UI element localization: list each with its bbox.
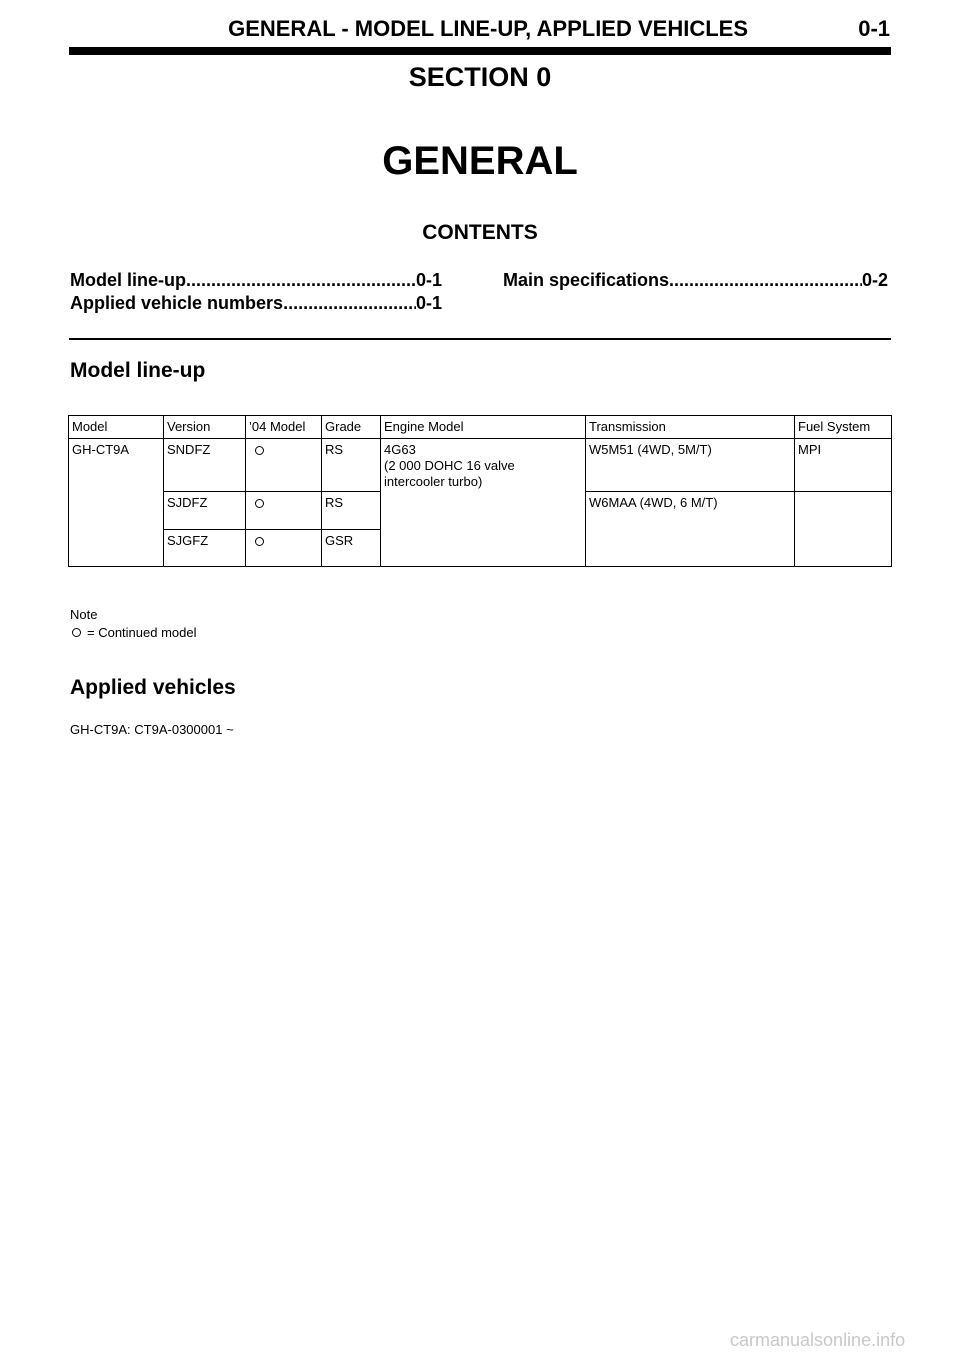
- version-cell: SNDFZ: [164, 439, 246, 492]
- toc-entry-label: Main specifications: [503, 270, 670, 290]
- engine-model-cell: [381, 439, 586, 567]
- engine-model-line: (2 000 DOHC 16 valve: [384, 458, 515, 473]
- section-title: SECTION 0: [408, 62, 552, 92]
- continued-model-cell: [246, 492, 322, 530]
- continued-model-icon: [255, 537, 264, 546]
- toc-entry-label: Model line-up: [70, 270, 186, 290]
- table-row: [69, 439, 892, 492]
- model-line-up-table: [68, 415, 892, 567]
- version-cell: SJDFZ: [164, 492, 246, 530]
- note-legend: [70, 625, 197, 640]
- page-header-title: GENERAL - MODEL LINE-UP, APPLIED VEHICLES: [228, 16, 748, 41]
- engine-model-line: 4G63: [384, 442, 416, 457]
- column-header: Grade: [322, 416, 381, 439]
- header-rule: [69, 47, 891, 55]
- toc-entry-page: 0-2: [861, 270, 888, 290]
- continued-model-cell: [246, 439, 322, 492]
- continued-model-icon: [255, 499, 264, 508]
- transmission-cell: W5M51 (4WD, 5M/T): [586, 439, 795, 492]
- column-header: Model: [69, 416, 164, 439]
- grade-cell: RS: [322, 492, 381, 530]
- toc-entry-page: 0-1: [415, 270, 442, 290]
- fuel-system-cell: [795, 492, 892, 567]
- toc-entry-main-specifications[interactable]: [503, 270, 888, 291]
- engine-model-line: intercooler turbo): [384, 474, 483, 489]
- note-label: Note: [70, 607, 98, 622]
- applied-vehicles-heading: Applied vehicles: [70, 676, 236, 699]
- continued-model-icon: [72, 628, 81, 637]
- model-cell: GH-CT9A: [69, 439, 164, 567]
- column-header: ’04 Model: [246, 416, 322, 439]
- column-header: Version: [164, 416, 246, 439]
- section-divider: [69, 338, 891, 340]
- toc-entry-page: 0-1: [415, 293, 442, 313]
- transmission-cell: W6MAA (4WD, 6 M/T): [586, 492, 795, 567]
- continued-model-icon: [255, 446, 264, 455]
- table-header-row: [69, 416, 892, 439]
- grade-cell: GSR: [322, 530, 381, 567]
- column-header: Engine Model: [381, 416, 586, 439]
- toc-entry-model-line-up[interactable]: [70, 270, 442, 291]
- toc-leader-dots: [283, 293, 416, 314]
- column-header: Transmission: [586, 416, 795, 439]
- toc-leader-dots: [669, 270, 862, 291]
- toc-entry-applied-vehicle-numbers[interactable]: [70, 293, 442, 314]
- contents-heading: CONTENTS: [422, 221, 538, 244]
- document-title: GENERAL: [382, 139, 578, 183]
- model-line-up-heading: Model line-up: [70, 359, 206, 382]
- continued-model-cell: [246, 530, 322, 567]
- fuel-system-cell: MPI: [795, 439, 892, 492]
- watermark: carmanualsonline.info: [730, 1330, 906, 1350]
- toc-leader-dots: [186, 270, 416, 291]
- applied-vehicles-text: GH-CT9A: CT9A-0300001 ~: [70, 722, 234, 737]
- version-cell: SJGFZ: [164, 530, 246, 567]
- grade-cell: RS: [322, 439, 381, 492]
- page-number: 0-1: [858, 16, 890, 41]
- note-legend-text: = Continued model: [87, 625, 197, 640]
- toc-entry-label: Applied vehicle numbers: [70, 293, 284, 313]
- column-header: Fuel System: [795, 416, 892, 439]
